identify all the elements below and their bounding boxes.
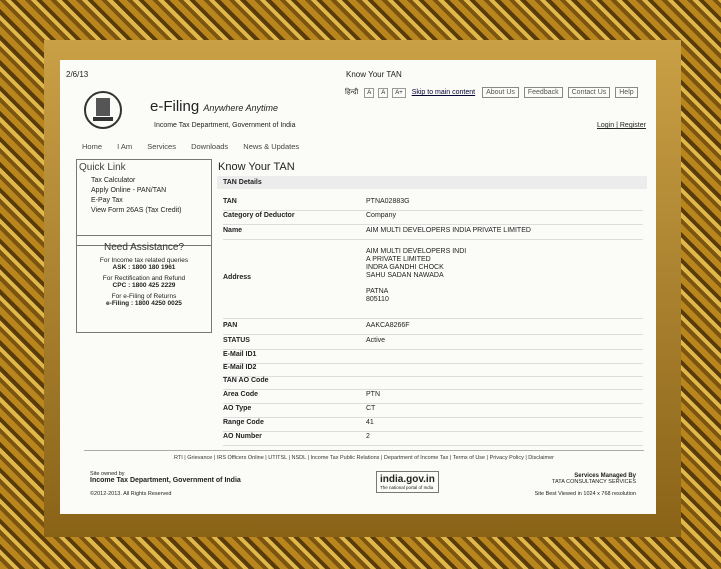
print-title: Know Your TAN (346, 70, 402, 79)
section-header: TAN Details (217, 176, 647, 189)
detail-row-ao-type (223, 405, 643, 418)
email1-label: E-Mail ID1 (223, 351, 257, 358)
best-viewed: Site Best Viewed in 1024 x 768 resolution (534, 491, 636, 497)
account-links (597, 122, 646, 129)
skip-link[interactable]: Skip to main content (411, 89, 476, 96)
address-label: Address (223, 274, 252, 281)
top-links (345, 88, 642, 98)
brand-tagline: Anywhere Anytime (203, 103, 279, 113)
detail-row-email2 (223, 364, 643, 377)
pan-label: PAN (223, 322, 238, 329)
detail-row-ao-number (223, 433, 643, 446)
emblem-icon (84, 90, 122, 130)
detail-row-category (223, 212, 643, 225)
copyright: ©2012-2013. All Rights Reserved (90, 491, 172, 497)
login-link[interactable]: Login (597, 122, 615, 129)
email2-label: E-Mail ID2 (223, 364, 257, 371)
font-normal-button[interactable]: A (378, 88, 388, 98)
portal-name: india.gov.in (380, 474, 435, 485)
status-value: Active (366, 337, 386, 344)
detail-row-area-code (223, 391, 643, 404)
assistance-q3: For e-Filing of Returns (111, 293, 177, 300)
site-owner (90, 471, 241, 484)
detail-row-email1 (223, 351, 643, 364)
portal-subtitle: The national portal of India (380, 485, 434, 490)
nav-i-am[interactable]: I Am (117, 142, 133, 151)
ao-type-label: AO Type (223, 405, 252, 412)
brand-name: e-Filing (150, 98, 200, 115)
assistance-n3: e-Filing : 1800 4250 0025 (106, 300, 182, 307)
contact-button[interactable]: Contact Us (568, 87, 611, 98)
detail-row-ao-code (223, 377, 643, 390)
detail-row-name (223, 227, 643, 240)
detail-row-tan (223, 198, 643, 211)
tan-value: PTNA02883G (366, 198, 410, 205)
quick-link-apply-pan-tan[interactable]: Apply Online - PAN/TAN (91, 187, 167, 194)
address-line: INDRA GANDHI CHOCK (366, 264, 444, 271)
address-value (366, 248, 466, 304)
footer-links[interactable]: RTI | Grievance | IRS Officers Online | UTITSL | NSDL | Income Tax Public Relations | Department of Income Tax | Terms of Use | Privacy Policy | Disclaimer (174, 455, 554, 461)
services-managed (535, 473, 636, 497)
footer (84, 450, 644, 497)
quick-link-tax-calculator[interactable]: Tax Calculator (91, 177, 136, 184)
category-value: Company (366, 212, 396, 219)
assistance-box (76, 235, 212, 333)
nav-home[interactable]: Home (82, 142, 103, 151)
category-label: Category of Deductor (223, 212, 295, 219)
address-line: AIM MULTI DEVELOPERS INDI (366, 248, 467, 255)
owned-label: Site owned by (90, 471, 125, 477)
range-code-value: 41 (366, 419, 374, 426)
font-small-button[interactable]: A (364, 88, 374, 98)
assistance-q1: For Income tax related queries (99, 257, 189, 264)
ao-type-value: CT (366, 405, 376, 412)
font-large-button[interactable]: A+ (392, 88, 406, 98)
print-date: 2/6/13 (66, 70, 89, 79)
quick-link-epay-tax[interactable]: E-Pay Tax (91, 197, 123, 204)
managed-label: Services Managed By (574, 473, 636, 479)
status-label: STATUS (223, 337, 250, 344)
printed-page (60, 60, 656, 514)
detail-row-pan (223, 322, 643, 335)
owner-name: Income Tax Department, Government of India (90, 477, 241, 484)
hindi-link[interactable]: हिन्दी (345, 89, 359, 96)
address-line: PATNA (366, 288, 389, 295)
brand (150, 98, 278, 115)
nav-downloads[interactable]: Downloads (191, 142, 229, 151)
register-link[interactable]: Register (619, 122, 646, 129)
tan-label: TAN (223, 198, 237, 205)
nav-services[interactable]: Services (147, 142, 176, 151)
area-code-value: PTN (366, 391, 380, 398)
page-title: Know Your TAN (218, 161, 295, 173)
nav-news[interactable]: News & Updates (243, 142, 300, 151)
quick-link-form-26as[interactable]: View Form 26AS (Tax Credit) (91, 207, 182, 214)
name-label: Name (223, 227, 243, 234)
ao-number-label: AO Number (223, 433, 262, 440)
department-name: Income Tax Department, Government of India (154, 122, 296, 129)
help-button[interactable]: Help (615, 87, 637, 98)
area-code-label: Area Code (223, 391, 259, 398)
assistance-q2: For Rectification and Refund (102, 275, 186, 282)
address-line: A PRIVATE LIMITED (366, 256, 431, 263)
address-line: 805110 (366, 296, 389, 303)
assistance-title: Need Assistance? (103, 242, 185, 253)
ao-number-value: 2 (366, 433, 370, 440)
india-portal-logo[interactable] (376, 471, 439, 493)
feedback-button[interactable]: Feedback (524, 87, 563, 98)
main-nav (82, 142, 312, 151)
account-separator: | (616, 122, 618, 129)
assistance-n1: ASK : 1800 180 1961 (112, 264, 176, 271)
detail-row-status (223, 337, 643, 350)
tcs-name: TATA CONSULTANCY SERVICES (552, 479, 636, 485)
ao-code-label: TAN AO Code (223, 377, 269, 384)
pan-value: AAKCA8266F (366, 322, 410, 329)
detail-row-range-code (223, 419, 643, 432)
detail-row-address (223, 248, 643, 319)
name-value: AIM MULTI DEVELOPERS INDIA PRIVATE LIMITED (366, 227, 531, 234)
address-line: SAHU SADAN NAWADA (366, 272, 444, 279)
quick-link-box (76, 159, 212, 246)
about-button[interactable]: About Us (482, 87, 519, 98)
quick-link-title: Quick Link (79, 162, 126, 173)
range-code-label: Range Code (223, 419, 264, 426)
assistance-n2: CPC : 1800 425 2229 (112, 282, 176, 289)
